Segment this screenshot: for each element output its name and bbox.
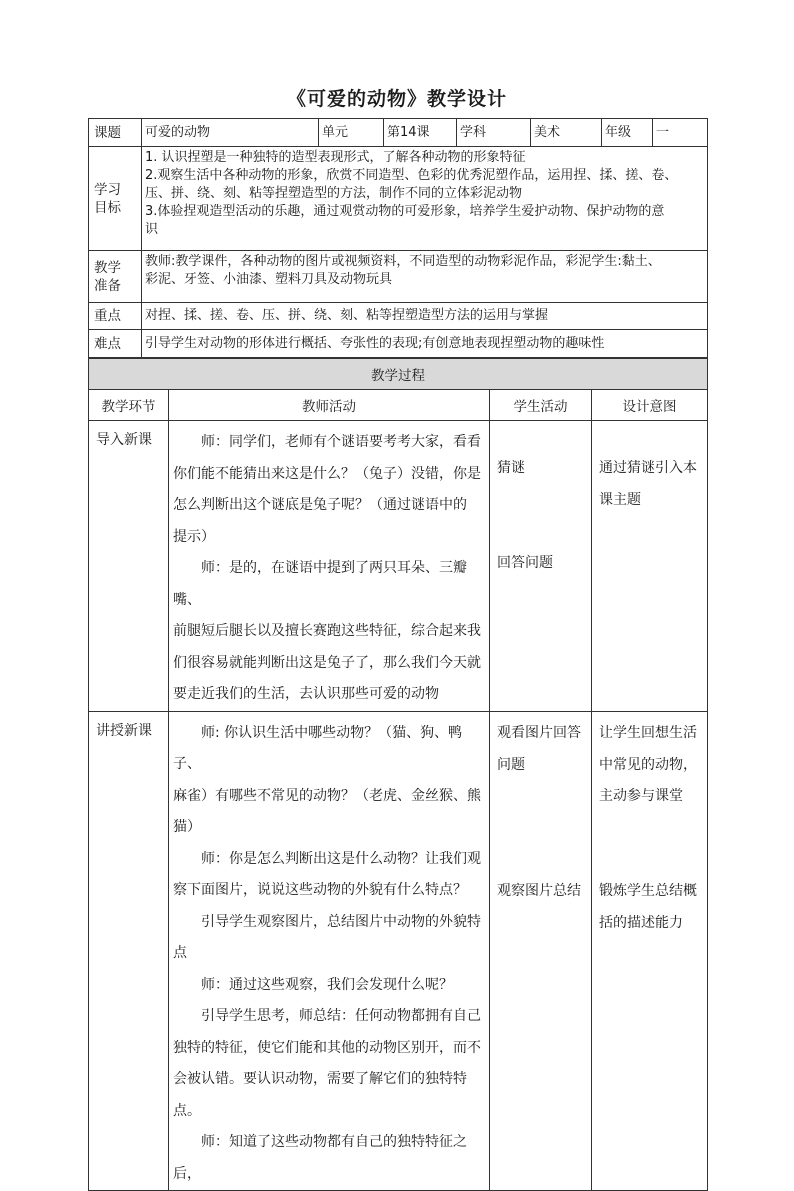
grade-value: 一 [653, 119, 708, 147]
student-note: 猜谜 [497, 460, 525, 476]
topic-label: 课题 [89, 119, 142, 147]
text-line: 师：你是怎么判断出这是什么动物？让我们观 [201, 850, 481, 867]
intent-note: 主动参与课堂 [599, 787, 683, 804]
text-line: 师：知道了这些动物都有自己的独特特征之后， [173, 1134, 467, 1182]
key-content: 对捏、揉、搓、卷、压、拼、绕、刻、粘等捏塑造型方法的运用与掌握 [142, 303, 708, 330]
text-line: 独特的特征，使它们能和其他的动物区别开，而不 [173, 1039, 481, 1056]
text-line: 察下面图片，说说这些动物的外貌有什么特点？ [173, 882, 467, 898]
topic-value: 可爱的动物 [142, 119, 319, 147]
unit-label: 单元 [319, 119, 384, 147]
objective-line: 压、拼、绕、刻、粘等捏塑造型的方法，制作不同的立体彩泥动物 [145, 186, 523, 201]
col-header-intent: 设计意图 [592, 390, 708, 421]
difficult-label: 难点 [89, 330, 142, 358]
student-note: 观察图片总结 [497, 882, 581, 899]
intent-note: 锻炼学生总结概 [599, 882, 697, 899]
teacher-paragraph [173, 553, 485, 711]
text-line: 师：通过这些观察，我们会发现什么呢？ [201, 976, 453, 993]
text-line: 师: 你认识生活中哪些动物？（猫、狗、鸭子、 [173, 724, 463, 772]
teacher-paragraph [173, 427, 485, 553]
teacher-paragraph [173, 844, 485, 907]
intent-note: 课主题 [599, 492, 641, 508]
prep-line: 教师:教学课件，各种动物的图片或视频资料，不同造型的动物彩泥作品，彩泥学生:黏土、 [145, 254, 661, 269]
objective-line: 2.观察生活中各种动物的形象，欣赏不同造型、色彩的优秀泥塑作品，运用捏、揉、搓、卷、 [145, 168, 678, 183]
col-header-stage: 教学环节 [89, 390, 169, 421]
text-line: 点 [173, 945, 187, 961]
prep-label-line: 准备 [94, 277, 121, 294]
text-line: 引导学生思考，师总结：任何动物都拥有自己 [201, 1008, 481, 1024]
text-line: 怎么判断出这个谜底是兔子呢？（通过谜语中的 [173, 497, 467, 513]
student-intro [490, 421, 592, 712]
student-new [490, 711, 592, 1191]
student-note: 问题 [497, 756, 525, 773]
prep-content [142, 251, 708, 303]
text-line: 要走近我们的生活，去认识那些可爱的动物 [173, 686, 439, 702]
objectives-label-line: 目标 [94, 199, 121, 216]
text-line: 麻雀）有哪些不常见的动物？（老虎、金丝猴、熊 [173, 787, 481, 804]
teacher-paragraph [173, 1001, 485, 1127]
objective-line: 1. 认识捏塑是一种独特的造型表现形式，了解各种动物的形象特征 [145, 150, 526, 165]
stage-intro: 导入新课 [89, 421, 169, 712]
intent-note: 中常见的动物， [599, 756, 697, 773]
intent-note: 括的描述能力 [599, 914, 683, 931]
text-line: 猫） [173, 819, 201, 835]
teacher-paragraph [173, 718, 485, 844]
subject-value: 美术 [531, 119, 602, 147]
teacher-intro [169, 421, 490, 712]
prep-label [89, 251, 142, 303]
col-header-student: 学生活动 [490, 390, 592, 421]
text-line: 师：同学们，老师有个谜语要考考大家，看看 [201, 434, 481, 450]
teacher-new [169, 711, 490, 1191]
teacher-paragraph [173, 970, 485, 1002]
text-line: 会被认错。要认识动物，需要了解它们的独特特点。 [173, 1071, 467, 1119]
objectives-label-line: 学习 [94, 181, 121, 198]
unit-value: 第14课 [384, 119, 457, 147]
objectives-label [89, 147, 142, 251]
objective-line: 识 [145, 222, 159, 237]
col-header-teacher: 教师活动 [169, 390, 490, 421]
intent-new [592, 711, 708, 1191]
key-label: 重点 [89, 303, 142, 330]
objectives-content [142, 147, 708, 251]
text-line: 前腿短后腿长以及擅长赛跑这些特征，综合起来我 [173, 623, 481, 639]
subject-label: 学科 [457, 119, 531, 147]
text-line: 提示） [173, 528, 215, 545]
difficult-content: 引导学生对动物的形体进行概括、夸张性的表现;有创意地表现捏塑动物的趣味性 [142, 330, 708, 358]
prep-label-line: 教学 [94, 259, 121, 276]
student-note: 观看图片回答 [497, 724, 581, 741]
document-title: 《可爱的动物》教学设计 [286, 88, 507, 110]
text-line: 你们能不能猜出来这是什么？（兔子）没错，你是 [173, 465, 481, 482]
teacher-paragraph [173, 1127, 485, 1190]
intent-note: 通过猜谜引入本 [599, 460, 697, 476]
text-line: 师：是的，在谜语中提到了两只耳朵、三瓣嘴、 [173, 560, 467, 608]
text-line: 们很容易就能判断出这是兔子了，那么我们今天就 [173, 654, 481, 671]
objective-line: 3.体验捏观造型活动的乐趣，通过观赏动物的可爱形象，培养学生爱护动物、保护动物的意 [145, 204, 665, 219]
text-line: 引导学生观察图片，总结图片中动物的外貌特 [201, 913, 481, 930]
stage-new: 讲授新课 [89, 711, 169, 1191]
grade-label: 年级 [602, 119, 653, 147]
info-table [88, 118, 708, 358]
prep-line: 彩泥、牙签、小油漆、塑料刀具及动物玩具 [145, 272, 393, 287]
process-title: 教学过程 [89, 359, 708, 390]
student-note: 回答问题 [497, 555, 553, 571]
intent-intro [592, 421, 708, 712]
intent-note: 让学生回想生活 [599, 724, 697, 741]
process-table [88, 358, 708, 1191]
teacher-paragraph [173, 907, 485, 970]
